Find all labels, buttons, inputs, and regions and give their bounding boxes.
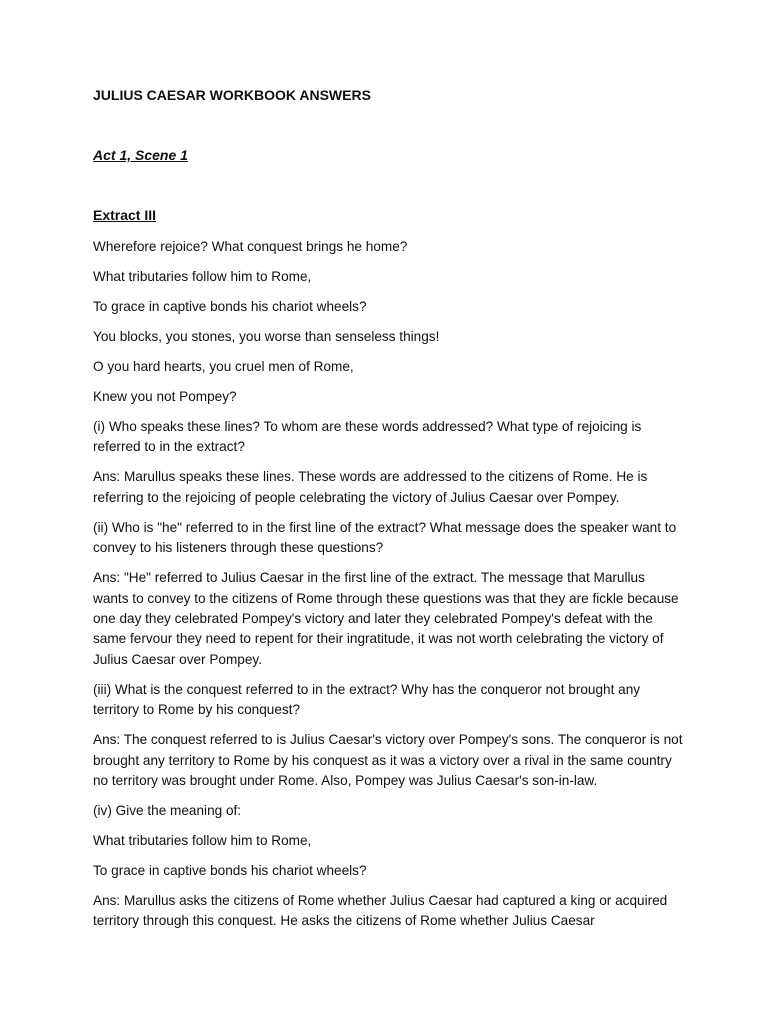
verse-line: What tributaries follow him to Rome, — [93, 269, 312, 284]
verse-line: To grace in captive bonds his chariot wheels? — [93, 299, 367, 314]
extract-heading: Extract III — [93, 207, 157, 223]
question-paragraph: (i) Who speaks these lines? To whom are these words addressed? What type of rejoicing is referred to in the extract? — [93, 419, 642, 455]
question-paragraph: (ii) Who is "he" referred to in the first line of the extract? What message does the speaker want to convey to his listeners through these questions? — [93, 519, 677, 556]
verse-line: To grace in captive bonds his chariot wheels? — [93, 863, 367, 879]
verse-line: You blocks, you stones, you worse than senseless things! — [93, 329, 440, 344]
document-title: JULIUS CAESAR WORKBOOK ANSWERS — [93, 87, 371, 103]
verse-line: What tributaries follow him to Rome, — [93, 833, 312, 849]
question-paragraph: (iv) Give the meaning of: — [93, 803, 242, 819]
answer-paragraph: Ans: The conquest referred to is Julius Caesar's victory over Pompey's sons. The conqueror is not brought any territory to Rome by his conquest as it was a victory over a rival in the same country no territory was brought under Rome. Also, Pompey was Julius Caesar's son-in-law. — [93, 732, 683, 789]
document-body — [93, 237, 683, 941]
question-paragraph: (iii) What is the conquest referred to in the extract? Why has the conqueror not brought any territory to Rome by his conquest? — [93, 681, 641, 718]
answer-paragraph: Ans: Marullus asks the citizens of Rome whether Julius Caesar had captured a king or acquired territory through this conquest. He asks the citizens of Rome whether Julius Caesar — [93, 893, 668, 929]
verse-line: Wherefore rejoice? What conquest brings he home? — [93, 239, 408, 254]
act-heading: Act 1, Scene 1 — [93, 147, 188, 163]
answer-paragraph: Ans: Marullus speaks these lines. These words are addressed to the citizens of Rome. He is referring to the rejoicing of people celebrating the victory of Julius Caesar over Pompey. — [93, 469, 648, 505]
verse-line: Knew you not Pompey? — [93, 389, 237, 404]
answer-paragraph: Ans: "He" referred to Julius Caesar in the first line of the extract. The message that Marullus wants to convey to the citizens of Rome through these questions was that they are fickle because one day they celebrated Pompey's victory and later they celebrated Pompey's defeat with the same fervour they need to repent for their ingratitude, it was not worth celebrating the victory of Julius Caesar over Pompey. — [93, 570, 679, 667]
verse-line: O you hard hearts, you cruel men of Rome, — [93, 359, 354, 374]
